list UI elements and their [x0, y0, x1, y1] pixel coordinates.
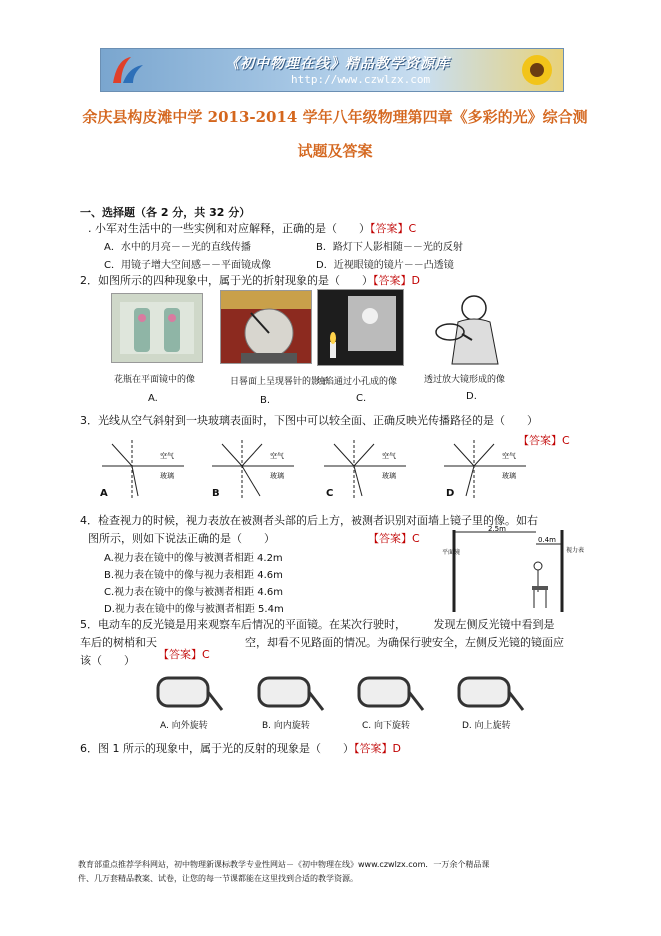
mirror-caption-c: C. 向下旋转 — [362, 721, 411, 731]
header-banner — [100, 48, 564, 92]
mirror-rotate-b — [253, 670, 327, 714]
question-6-stem: 6．图 1 所示的现象中，属于光的反射的现象是（ ） — [80, 742, 354, 755]
site-logo-icon — [107, 53, 147, 87]
question-3-stem: 3．光线从空气斜射到一块玻璃表面时，下图中可以较全面、正确反映光传播路径的是（ ） — [80, 414, 538, 427]
question-3-answer-letter: C — [562, 434, 570, 447]
mirror-rotate-d — [453, 670, 527, 714]
page-footer — [78, 858, 598, 886]
banner-url[interactable]: http://www.czwlzx.com — [291, 73, 431, 86]
question-5-answer — [158, 646, 210, 662]
letter-a: A. — [148, 393, 158, 404]
ray-diagram-c — [320, 438, 410, 500]
section-heading-choice: 一、选择题（各 2 分，共 32 分） — [80, 206, 251, 219]
question-1-option-c: C．用镜子增大空间感－－平面镜成像 — [104, 260, 271, 271]
question-4-stem-2: 图所示，则如下说法正确的是（ ） — [88, 532, 275, 545]
question-1-option-d: D．近视眼镜的镜片－－凸透镜 — [316, 260, 454, 271]
question-3-answer-label: 【答案】 — [518, 434, 562, 447]
caption-d: 透过放大镜形成的像 — [424, 375, 506, 385]
mirror-label: 平面镜 — [442, 549, 461, 556]
question-5-answer-label: 【答案】 — [158, 648, 202, 661]
question-2-answer: D — [411, 274, 420, 287]
diagram-letter-c: C — [326, 488, 334, 499]
question-5-line-3: 该（ ） — [80, 654, 135, 667]
question-4-option-a: A.视力表在镜中的像与被测者相距 4.2m — [104, 553, 283, 564]
diagram-letter-b: B — [212, 488, 220, 499]
eye-chart-label: 视力表 — [566, 547, 585, 554]
distance-label-short: 0.4m — [538, 536, 556, 544]
label-glass-d: 玻璃 — [502, 472, 516, 480]
ray-diagram-b — [208, 438, 298, 500]
question-4-stem-1: 4．检查视力的时候，视力表放在被测者头部的后上方，被测者识别对面墙上镜子里的像。如右 — [80, 514, 538, 527]
letter-c: C. — [356, 393, 367, 404]
question-1-answer: C — [408, 222, 417, 235]
question-4-option-c: C.视力表在镜中的像与被测者相距 4.6m — [104, 587, 283, 598]
label-air-c: 空气 — [382, 452, 396, 460]
question-6 — [80, 740, 401, 756]
label-air-b: 空气 — [270, 452, 284, 460]
magnifier-drawing — [428, 290, 516, 368]
document-title-line1: 余庆县构皮滩中学 2013-2014 学年八年级物理第四章《多彩的光》综合测 — [82, 108, 588, 126]
question-4-option-b: B.视力表在镜中的像与视力表相距 4.6m — [104, 570, 283, 581]
diagram-letter-d: D — [446, 488, 455, 499]
vase-mirror-photo — [111, 293, 203, 363]
caption-c: 烛焰通过小孔成的像 — [316, 377, 398, 387]
footer-line-1: 教育部重点推荐学科网站，初中物理新课标教学专业性网站－《初中物理在线》www.czwlzx.com．一万余个精品课 — [78, 860, 490, 869]
pinhole-candle-photo — [317, 289, 404, 366]
mirror-caption-b: B. 向内旋转 — [262, 721, 310, 731]
label-air-d: 空气 — [502, 452, 516, 460]
document-title-line2: 试题及答案 — [297, 142, 373, 160]
question-2-answer-label: 【答案】 — [373, 274, 412, 287]
question-1-answer-label: 【答案】 — [370, 222, 409, 235]
question-2 — [80, 272, 420, 288]
question-1-option-a: A．水中的月亮－－光的直线传播 — [104, 242, 251, 253]
mirror-caption-a: A. 向外旋转 — [160, 721, 208, 731]
letter-b: B. — [260, 395, 271, 406]
question-1-option-b: B．路灯下人影相随－－光的反射 — [316, 242, 463, 253]
caption-a: 花瓶在平面镜中的像 — [114, 375, 196, 385]
question-5-answer-letter: C — [202, 648, 210, 661]
question-4-answer-letter: C — [412, 532, 420, 545]
caption-b: 日晷面上呈现晷针的影子 — [230, 377, 330, 387]
question-4-answer — [368, 530, 420, 546]
diagram-letter-a: A — [100, 488, 108, 499]
label-glass-a: 玻璃 — [160, 472, 174, 480]
question-2-stem: 2．如图所示的四种现象中，属于光的折射现象的是（ ） — [80, 274, 373, 287]
question-1-stem: . 小军对生活中的一些实例和对应解释，正确的是（ ） — [88, 222, 370, 235]
question-6-answer-label: 【答案】 — [354, 742, 393, 755]
question-1 — [88, 220, 416, 236]
sundial-photo — [220, 290, 312, 364]
mirror-rotate-a — [152, 670, 226, 714]
mirror-caption-d: D. 向上旋转 — [462, 721, 511, 731]
ray-diagram-a — [98, 438, 188, 500]
letter-d: D. — [466, 391, 477, 402]
question-5-line-2: 车后的树梢和天 空，却看不见路面的情况。为确保行驶安全，左侧反光镜的镜面应 — [80, 636, 564, 649]
sunflower-icon — [517, 51, 557, 89]
distance-label-main: 2.5m — [488, 525, 506, 533]
footer-line-2: 件、几万套精品教案、试卷，让您的每一节课都能在这里找到合适的教学资源。 — [78, 874, 358, 883]
question-6-answer: D — [392, 742, 401, 755]
label-glass-c: 玻璃 — [382, 472, 396, 480]
eye-test-diagram — [442, 524, 585, 614]
label-air-a: 空气 — [160, 452, 174, 460]
label-glass-b: 玻璃 — [270, 472, 284, 480]
banner-title: 《初中物理在线》精品教学资源库 — [225, 56, 450, 72]
question-4-option-d: D.视力表在镜中的像与被测者相距 5.4m — [104, 604, 284, 615]
question-4-answer-label: 【答案】 — [368, 532, 412, 545]
question-5-line-1: 5．电动车的反光镜是用来观察车后情况的平面镜。在某次行驶时， 发现左侧反光镜中看到是 — [80, 618, 555, 631]
mirror-rotate-c — [353, 670, 427, 714]
